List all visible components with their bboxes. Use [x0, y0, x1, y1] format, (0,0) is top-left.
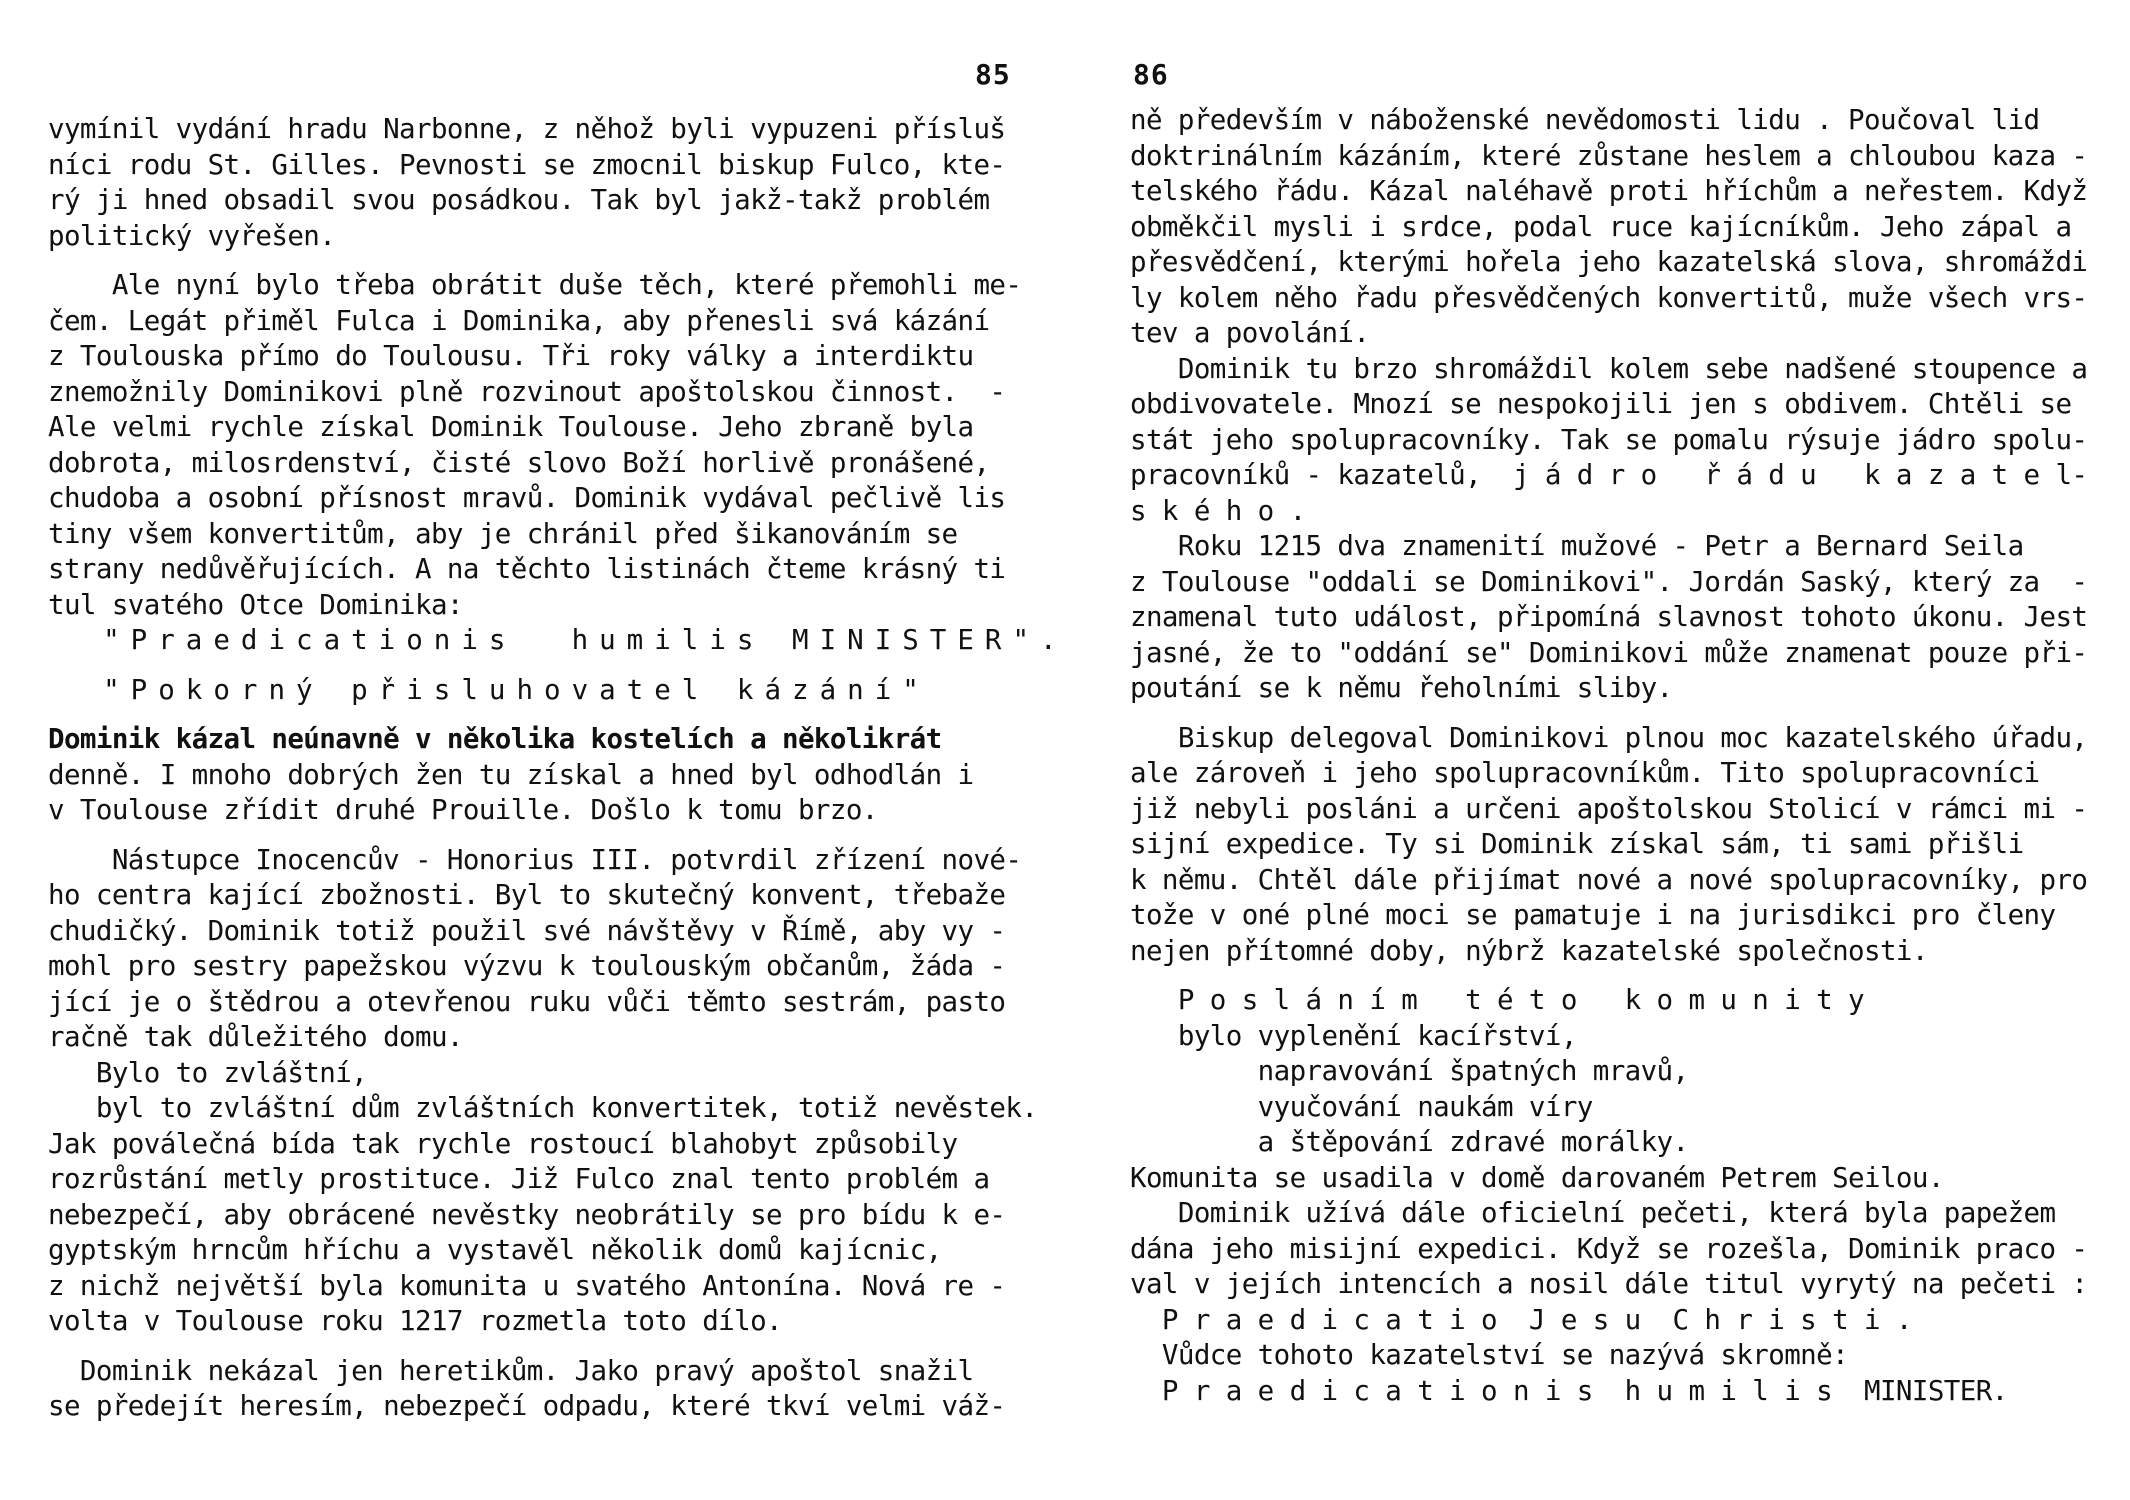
text-line: Roku 1215 dva znamenití mužové - Petr a Bernard Seila [1130, 530, 2024, 562]
text-line: Dominik užívá dále oficielní pečeti, která byla papežem [1130, 1197, 2056, 1229]
text-line: Ale nyní bylo třeba obrátit duše těch, které přemohli me- [48, 269, 1022, 301]
text-line: sijní expedice. Ty si Dominik získal sám, ti sami přišli [1130, 828, 2024, 860]
text-line: bylo vyplenění kacířství, [1130, 1019, 1577, 1052]
text-line: znamenal tuto událost, připomíná slavnost tohoto úkonu. Jest [1130, 601, 2088, 633]
text-line: Dominik nekázal jen heretikům. Jako pravý apoštol snažil [48, 1354, 974, 1387]
text-line: gyptským hrncům hříchu a vystavěl několik domů kajícnic, [48, 1234, 942, 1266]
text-line: ly kolem něho řadu přesvědčených konvertitů, muže všech vrs- [1130, 281, 2088, 314]
right-page-text [1130, 103, 2087, 1409]
text-line: obdivovatele. Mnozí se nespokojili jen s obdivem. Chtěli se [1130, 388, 2072, 420]
text-line: račně tak důležitého domu. [48, 1021, 463, 1053]
text-line: Ale velmi rychle získal Dominik Toulouse. Jeho zbraně byla [48, 411, 974, 443]
paragraph-gap [1130, 707, 2087, 721]
text-line: čem. Legát přiměl Fulca i Dominika, aby přenesli svá kázání [48, 304, 990, 337]
text-line: nejen přítomné doby, nýbrž kazatelské společnosti. [1130, 934, 1928, 967]
paragraph-gap [1130, 969, 2087, 983]
text-line: rý ji hned obsadil svou posádkou. Tak byl jakž-takž problém [48, 184, 990, 216]
text-line: z nichž největší byla komunita u svatého Antonína. Nová re - [48, 1269, 1006, 1302]
text-line: doktrinálním kázáním, které zůstane heslem a chloubou kaza - [1130, 139, 2088, 172]
paragraph-gap [48, 708, 1068, 722]
page-number-right: 86 [1133, 58, 1169, 91]
text-line: tiny všem konvertitům, aby je chránil před šikanováním se [48, 517, 958, 550]
text-line: denně. I mnoho dobrých žen tu získal a hned byl odhodlán i [48, 758, 974, 791]
text-line: Nástupce Inocencův - Honorius III. potvrdil zřízení nové- [48, 843, 1022, 876]
text-line: politický vyřešen. [48, 219, 336, 252]
text-line: tev a povolání. [1130, 317, 1370, 349]
text-line: napravování špatných mravů, [1130, 1055, 1689, 1087]
text-line: k němu. Chtěl dále přijímat nové a nové spolupracovníky, pro [1130, 863, 2088, 896]
text-line: z Toulouska přímo do Toulousu. Tři roky války a interdiktu [48, 340, 974, 372]
text-line: chudičký. Dominik totiž použil své návštěvy v Římě, aby vy - [48, 914, 1006, 947]
text-line: tože v oné plné moci se pamatuje i na jurisdikci pro členy [1130, 899, 2056, 931]
text-line: P r a e d i c a t i o n i s h u m i l i s MINISTER. [1130, 1374, 2008, 1407]
text-line: dobrota, milosrdenství, čisté slovo Boží horlivě pronášené, [48, 446, 990, 479]
text-line: chudoba a osobní přísnost mravů. Dominik vydával pečlivě lis [48, 482, 1006, 514]
text-line: strany nedůvěřujících. A na těchto listinách čteme krásný ti [48, 553, 1006, 585]
text-line: rozrůstání metly prostituce. Již Fulco znal tento problém a [48, 1163, 990, 1195]
text-line: telského řádu. Kázal naléhavě proti hříchům a neřestem. Když [1130, 175, 2088, 207]
text-line: ně především v náboženské nevědomosti lidu . Poučoval lid [1130, 104, 2040, 136]
text-line: z Toulouse "oddali se Dominikovi". Jordán Saský, který za - [1130, 565, 2088, 598]
right-page [1075, 0, 2130, 1500]
paragraph-gap [48, 1340, 1068, 1354]
text-line: Dominik kázal neúnavně v několika kostelích a několikrát [48, 723, 942, 755]
text-line: s k é h o . [1130, 494, 1306, 527]
text-line: vyučování naukám víry [1130, 1090, 1593, 1123]
text-line: se předejít heresím, nebezpečí odpadu, které tkví velmi váž- [48, 1390, 1006, 1422]
text-line: Biskup delegoval Dominikovi plnou moc kazatelského úřadu, [1130, 721, 2088, 754]
text-line: ho centra kající zbožnosti. Byl to skutečný konvent, třebaže [48, 879, 1006, 911]
page-number-left: 85 [975, 58, 1011, 91]
text-line: níci rodu St. Gilles. Pevnosti se zmocnil biskup Fulco, kte- [48, 148, 1006, 181]
text-line: Komunita se usadila v domě darovaném Petrem Seilou. [1130, 1161, 1944, 1194]
text-line: vymínil vydání hradu Narbonne, z něhož byli vypuzeni přísluš [48, 113, 1006, 145]
text-line: volta v Toulouse roku 1217 rozmetla toto dílo. [48, 1305, 782, 1337]
text-line: "Pokorný přisluhovatel kázání" [48, 673, 930, 706]
text-line: Bylo to zvláštní, [48, 1056, 368, 1089]
text-line: dána jeho misijní expedici. Když se rozešla, Dominik praco - [1130, 1232, 2088, 1265]
text-line: a štěpování zdravé morálky. [1130, 1126, 1689, 1158]
text-line: pracovníků - kazatelů, j á d r o ř á d u k a z a t e l- [1130, 459, 2088, 491]
left-page-text [48, 112, 1068, 1425]
text-line: P o s l á n í m t é t o k o m u n i t y [1130, 984, 1864, 1016]
text-line: nebezpečí, aby obrácené nevěstky neobrátily se pro bídu k e- [48, 1198, 1006, 1231]
text-line: byl to zvláštní dům zvláštních konvertitek, totiž nevěstek. [48, 1092, 1038, 1124]
paragraph-gap [48, 254, 1068, 268]
text-line: obměkčil mysli i srdce, podal ruce kajícníkům. Jeho zápal a [1130, 210, 2072, 243]
paragraph-gap [48, 829, 1068, 843]
text-line: Jak poválečná bída tak rychle rostoucí blahobyt způsobily [48, 1127, 958, 1160]
text-line: jasné, že to "oddání se" Dominikovi může znamenat pouze při- [1130, 636, 2088, 669]
text-line: poutání se k němu řeholními sliby. [1130, 672, 1673, 704]
text-line: mohl pro sestry papežskou výzvu k toulouským občanům, žáda - [48, 950, 1006, 982]
paragraph-gap [48, 659, 1068, 673]
text-line: "Praedicationis humilis MINISTER". [48, 624, 1068, 656]
text-line: stát jeho spolupracovníky. Tak se pomalu rýsuje jádro spolu- [1130, 423, 2088, 456]
text-line: již nebyli posláni a určeni apoštolskou Stolicí v rámci mi - [1130, 792, 2088, 825]
text-line: ale zároveň i jeho spolupracovníkům. Tito spolupracovníci [1130, 757, 2040, 789]
text-line: Vůdce tohoto kazatelství se nazývá skromně: [1130, 1339, 1849, 1371]
text-line: P r a e d i c a t i o J e s u C h r i s t i . [1130, 1303, 1912, 1336]
text-line: jící je o štědrou a otevřenou ruku vůči těmto sestrám, pasto [48, 985, 1006, 1018]
text-line: přesvědčení, kterými hořela jeho kazatelská slova, shromáždi [1130, 246, 2088, 278]
text-line: v Toulouse zřídit druhé Prouille. Došlo k tomu brzo. [48, 794, 878, 826]
text-line: znemožnily Dominikovi plně rozvinout apoštolskou činnost. - [48, 375, 1006, 408]
text-line: Dominik tu brzo shromáždil kolem sebe nadšené stoupence a [1130, 352, 2088, 385]
text-line: val v jejích intencích a nosil dále titul vyrytý na pečeti : [1130, 1268, 2088, 1300]
text-line: tul svatého Otce Dominika: [48, 588, 463, 621]
